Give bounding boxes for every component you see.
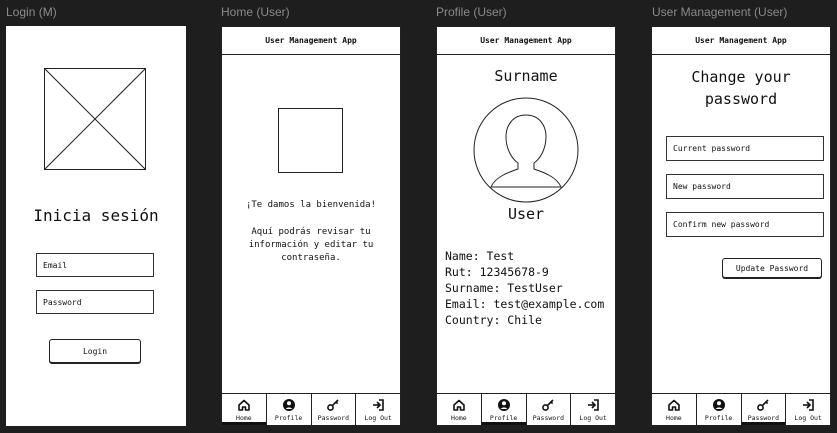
nav-home[interactable] <box>652 394 696 425</box>
nav-password[interactable] <box>311 394 356 425</box>
profile-surname-title: Surname <box>494 67 558 85</box>
logout-icon <box>371 398 385 412</box>
nav-password-label: Password <box>317 413 350 422</box>
home-icon <box>667 398 681 412</box>
nav-profile[interactable] <box>696 394 741 425</box>
nav-profile[interactable] <box>266 394 311 425</box>
home-icon <box>237 398 251 412</box>
profile-user-title: User <box>507 205 545 223</box>
nav-profile[interactable] <box>481 394 526 425</box>
nav-password[interactable] <box>526 394 571 425</box>
key-icon <box>326 398 340 412</box>
password-screen <box>651 26 831 426</box>
home-screen <box>221 26 401 426</box>
nav-profile-label: Profile <box>274 413 303 422</box>
update-password-button[interactable]: Update Password <box>722 258 822 278</box>
home-description: Aquí podrás revisar tu información y editar tu contraseña. <box>248 227 374 263</box>
profile-screen <box>436 26 616 426</box>
nav-home-label: Home <box>666 413 682 422</box>
app-header: User Management App <box>222 27 400 55</box>
nav-profile-label: Profile <box>704 413 733 422</box>
profile-detail-country: Country: Chile <box>445 313 542 327</box>
welcome-text: ¡Te damos la bienvenida! <box>245 200 377 210</box>
frame-label-password: User Management (User) <box>652 5 788 19</box>
nav-password-label: Password <box>532 413 565 422</box>
new-password-field[interactable]: New password <box>666 174 824 199</box>
login-button[interactable]: Login <box>49 339 141 363</box>
frame-label-login: Login (M) <box>6 5 57 19</box>
image-placeholder <box>278 108 343 173</box>
nav-home[interactable] <box>222 394 266 425</box>
profile-detail-rut: Rut: 12345678-9 <box>445 265 549 279</box>
profile-icon <box>712 398 726 412</box>
frame-label-home: Home (User) <box>221 5 290 19</box>
nav-home[interactable] <box>437 394 481 425</box>
home-icon <box>452 398 466 412</box>
nav-profile-label: Profile <box>489 413 518 422</box>
nav-home-label: Home <box>451 413 467 422</box>
nav-logout-label: Log Out <box>579 413 607 422</box>
nav-logout-label: Log Out <box>794 413 822 422</box>
login-screen <box>6 26 186 426</box>
password-title-line2: password <box>704 90 778 108</box>
profile-icon <box>497 398 511 412</box>
image-placeholder-icon <box>44 68 146 170</box>
profile-icon <box>282 398 296 412</box>
logout-icon <box>801 398 815 412</box>
app-header: User Management App <box>652 27 830 55</box>
profile-detail-email: Email: test@example.com <box>445 297 605 311</box>
email-field[interactable]: Email <box>36 253 154 277</box>
key-icon <box>541 398 555 412</box>
login-title: Inicia sesión <box>33 206 159 225</box>
bottom-nav <box>437 393 615 425</box>
nav-password[interactable] <box>741 394 786 425</box>
nav-logout[interactable] <box>785 394 830 425</box>
password-field[interactable]: Password <box>36 290 154 314</box>
nav-home-label: Home <box>236 413 252 422</box>
profile-detail-surname: Surname: TestUser <box>445 281 563 295</box>
current-password-field[interactable]: Current password <box>666 136 824 161</box>
logout-icon <box>586 398 600 412</box>
avatar-icon <box>473 97 579 203</box>
profile-details <box>445 248 604 328</box>
nav-logout[interactable] <box>570 394 615 425</box>
profile-detail-name: Name: Test <box>445 249 515 263</box>
bottom-nav <box>652 393 830 425</box>
password-title-line1: Change your <box>691 68 791 86</box>
nav-logout-label: Log Out <box>364 413 392 422</box>
frame-label-profile: Profile (User) <box>436 5 507 19</box>
nav-logout[interactable] <box>355 394 400 425</box>
confirm-password-field[interactable]: Confirm new password <box>666 212 824 237</box>
nav-password-label: Password <box>747 413 780 422</box>
key-icon <box>756 398 770 412</box>
bottom-nav <box>222 393 400 425</box>
app-header: User Management App <box>437 27 615 55</box>
